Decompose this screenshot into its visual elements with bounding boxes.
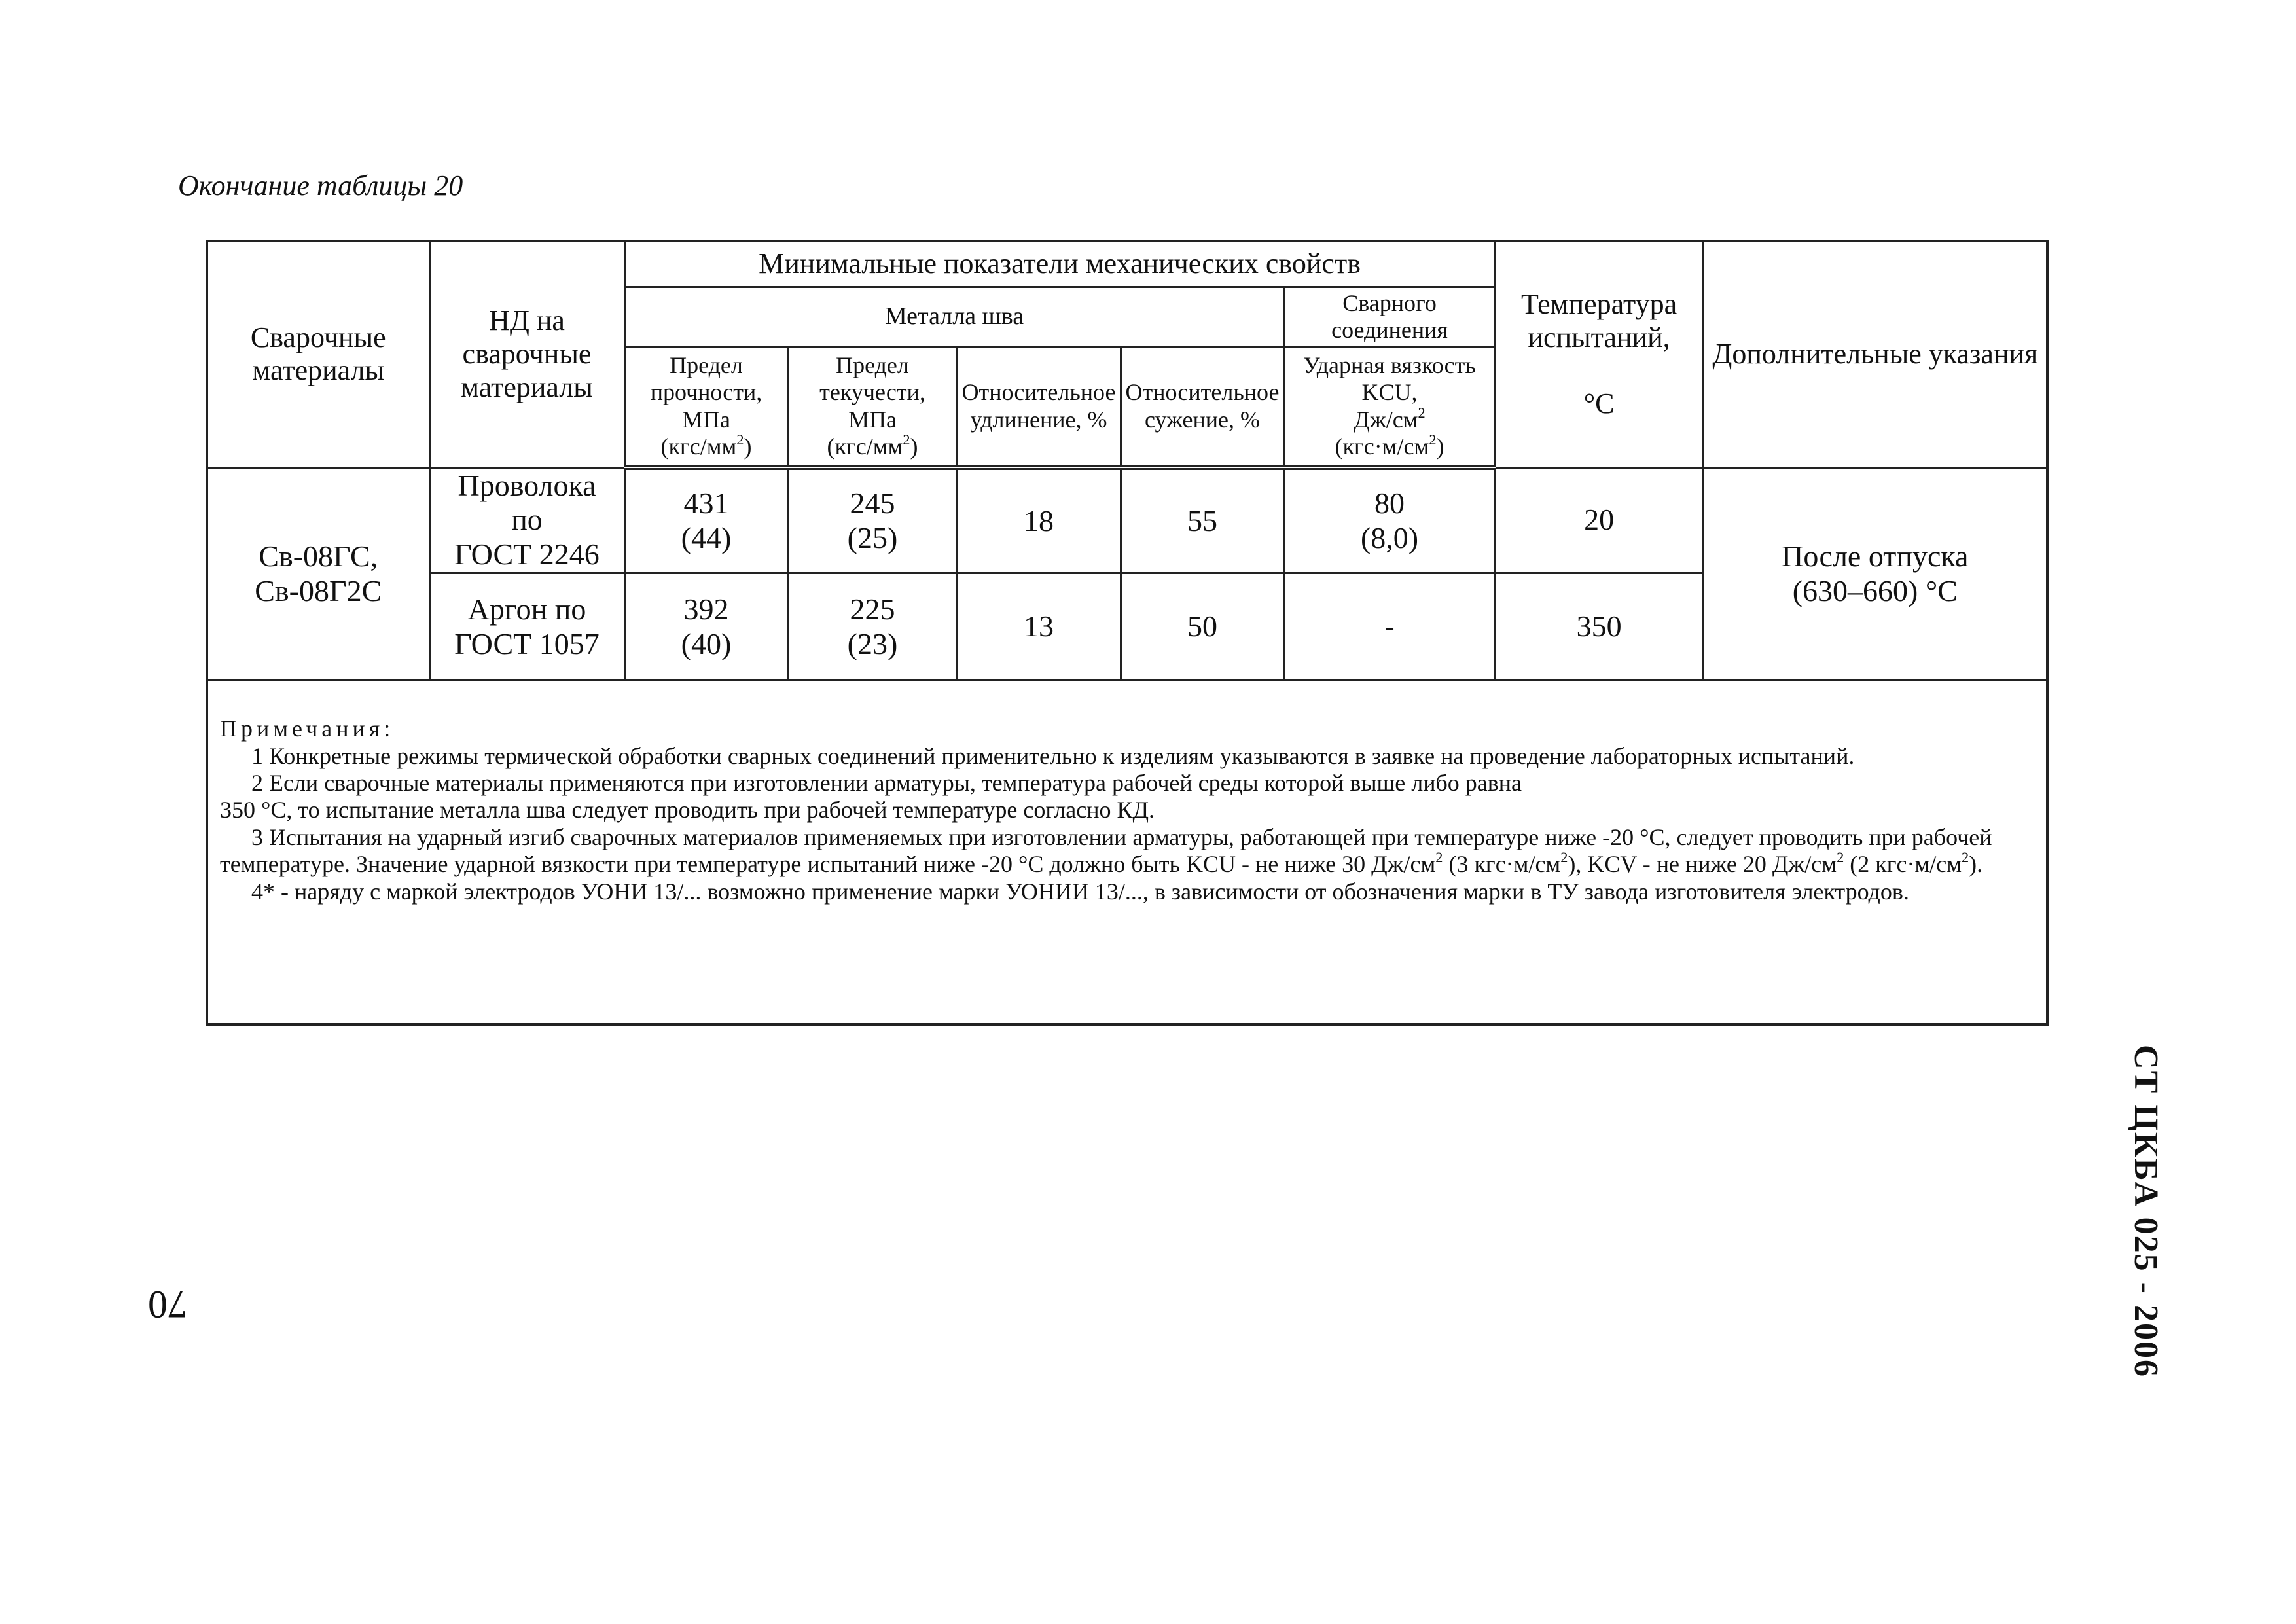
header-weld-joint: Сварного соединения <box>1284 287 1495 347</box>
header-impact-strength: Ударная вязкость KCU, $Дж/см^2$ $(кгс\cdot м/см^2)$ <box>1284 347 1495 467</box>
cell-yield: 245 (25) <box>788 467 957 573</box>
note-4: 4* - наряду с маркой электродов УОНИ 13/... возможно применение марки УОНИИ 13/..., в зависимости от обозначения марки в ТУ завода изготовителя электродов. <box>251 878 1909 905</box>
header-nd: НД на сварочные материалы <box>429 241 624 467</box>
cell-impact: 80 (8,0) <box>1284 467 1495 573</box>
table-container <box>206 240 2046 1026</box>
header-yield-strength: Предел текучести, МПа $(кгс/мм^2)$ <box>788 347 957 467</box>
header-weld-metal: Металла шва <box>624 287 1284 347</box>
notes-row <box>207 681 2047 1025</box>
cell-elongation: 18 <box>957 467 1121 573</box>
header-additional-notes: Дополнительные указания <box>1703 241 2047 467</box>
notes-title: Примечания: <box>220 715 395 742</box>
header-elongation: Относительное удлинение, % <box>957 347 1121 467</box>
cell-contraction: 55 <box>1121 467 1284 573</box>
mechanical-properties-table <box>206 240 2049 1026</box>
cell-material: Св-08ГС, Св-08Г2С <box>207 467 429 681</box>
cell-tensile: 431 (44) <box>624 467 788 573</box>
cell-tensile: 392 (40) <box>624 573 788 681</box>
header-tensile-strength: Предел прочности, МПа $(кгс/мм^2)$ <box>624 347 788 467</box>
header-test-temperature: Температура испытаний, °C <box>1495 241 1703 467</box>
header-min-properties: Минимальные показатели механических свойств <box>624 241 1495 287</box>
cell-nd-argon: Аргон по ГОСТ 1057 <box>429 573 624 681</box>
cell-nd-wire: Проволока по ГОСТ 2246 <box>429 467 624 573</box>
table-caption: Окончание таблицы 20 <box>178 170 463 202</box>
cell-impact: - <box>1284 573 1495 681</box>
cell-additional-note: После отпуска (630–660) °C <box>1703 467 2047 681</box>
cell-elongation: 13 <box>957 573 1121 681</box>
cell-temperature: 350 <box>1495 573 1703 681</box>
notes-block <box>207 681 2047 1025</box>
note-1: 1 Конкретные режимы термической обработки сварных соединений применительно к изделиям указываются в заявке на проведение лабораторных испытаний. <box>251 742 1855 769</box>
note-2-continued: 350 °С, то испытание металла шва следует проводить при рабочей температуре согласно КД. <box>220 797 1155 823</box>
document-code: СТ ЦКБА 025 - 2006 <box>2126 1044 2164 1378</box>
cell-yield: 225 (23) <box>788 573 957 681</box>
header-contraction: Относительное сужение, % <box>1121 347 1284 467</box>
cell-temperature: 20 <box>1495 467 1703 573</box>
cell-contraction: 50 <box>1121 573 1284 681</box>
note-2: 2 Если сварочные материалы применяются при изготовлении арматуры, температура рабочей среды которой выше либо равна <box>251 769 1522 796</box>
table-row <box>207 467 2047 573</box>
page-number: 70 <box>148 1283 187 1326</box>
note-3: 3 Испытания на ударный изгиб сварочных материалов применяемых при изготовлении арматуры, работающей при температуре ниже -20 °С, следует проводить при рабочей температуре. Значение ударной вязкости при температуре испытаний ниже -20 °С должно быть KCU - не ниже 30 $Дж/см^2$ (3 $кгс\cdot м/см^2$), KCV - не ниже 20 $Дж/см^2$ (2 $кгс\cdot м/см^2$). <box>220 823 1992 878</box>
header-materials: Сварочные материалы <box>207 241 429 467</box>
